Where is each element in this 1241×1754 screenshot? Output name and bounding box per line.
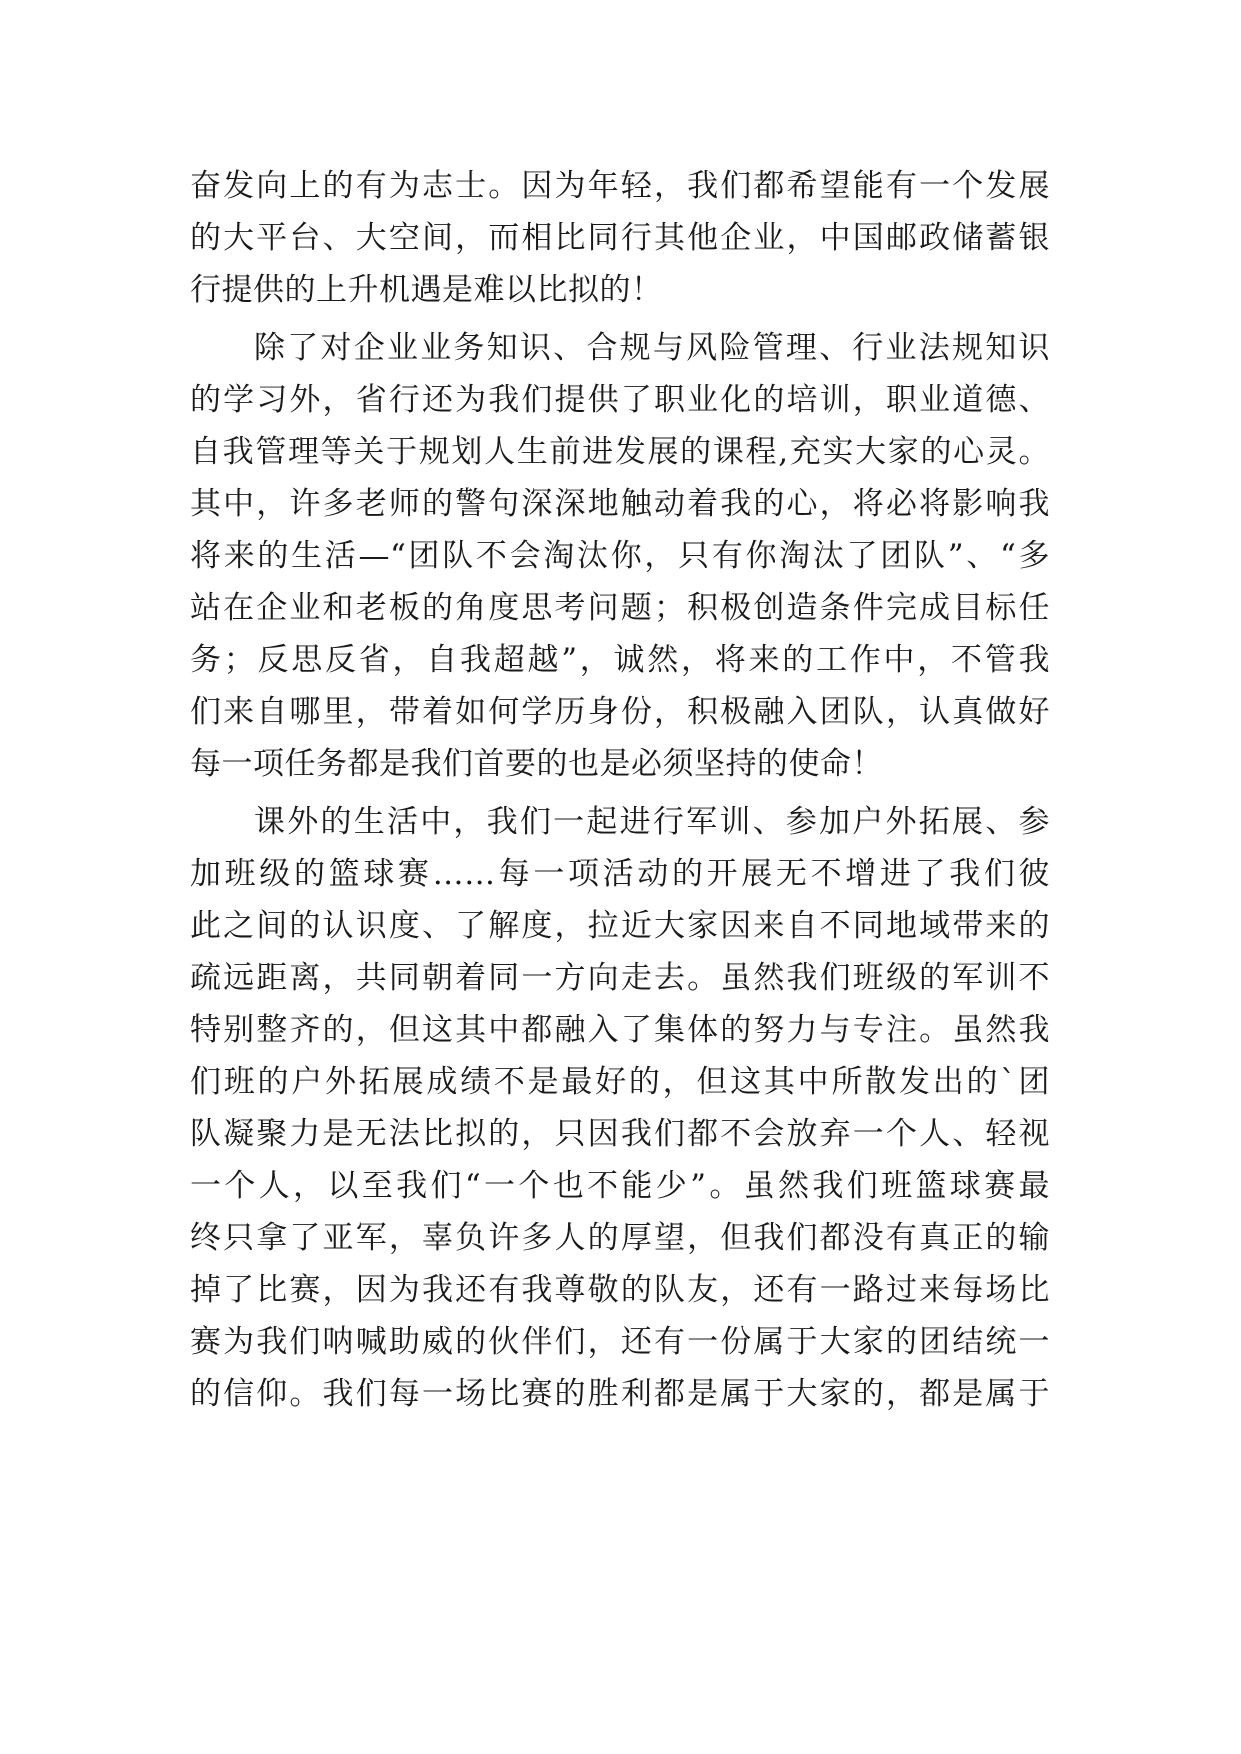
text-line: 们班的户外拓展成绩不是最好的，但这其中所散发出的`团 [190,1064,1050,1100]
text-line: 除了对企业业务知识、合规与风险管理、行业法规知识 [254,330,1050,366]
text-line: 一个人，以至我们“一个也不能少”。虽然我们班篮球赛最 [190,1168,1050,1204]
text-line: 的信仰。我们每一场比赛的胜利都是属于大家的，都是属于 [190,1376,1050,1412]
text-line: 掉了比赛，因为我还有我尊敬的队友，还有一路过来每场比 [190,1272,1050,1308]
text-line: 奋发向上的有为志士。因为年轻，我们都希望能有一个发展 [190,168,1050,204]
paragraph-2 [190,322,1050,790]
text-line: 其中，许多老师的警句深深地触动着我的心，将必将影响我 [190,486,1050,522]
text-line: 站在企业和老板的角度思考问题；积极创造条件完成目标任 [190,590,1050,626]
paragraph-3 [190,796,1050,1420]
text-line: 赛为我们呐喊助威的伙伴们，还有一份属于大家的团结统一 [190,1324,1050,1360]
document-body [190,160,1050,1420]
text-line: 加班级的篮球赛……每一项活动的开展无不增进了我们彼 [190,856,1050,892]
text-line: 行提供的上升机遇是难以比拟的！ [190,272,663,308]
text-line: 的学习外，省行还为我们提供了职业化的培训，职业道德、 [190,382,1050,418]
text-line: 的大平台、大空间，而相比同行其他企业，中国邮政储蓄银 [190,220,1050,256]
text-line: 此之间的认识度、了解度，拉近大家因来自不同地域带来的 [190,908,1050,944]
paragraph-1 [190,160,1050,316]
text-line: 终只拿了亚军，辜负许多人的厚望，但我们都没有真正的输 [190,1220,1050,1256]
text-line: 们来自哪里，带着如何学历身份，积极融入团队，认真做好 [190,694,1050,730]
text-line: 务；反思反省，自我超越”，诚然，将来的工作中，不管我 [190,642,1050,678]
text-line: 疏远距离，共同朝着同一方向走去。虽然我们班级的军训不 [190,960,1050,996]
text-line: 特别整齐的，但这其中都融入了集体的努力与专注。虽然我 [190,1012,1050,1048]
text-line: 队凝聚力是无法比拟的，只因我们都不会放弃一个人、轻视 [190,1116,1050,1152]
text-line: 每一项任务都是我们首要的也是必须坚持的使命！ [190,746,883,782]
text-line: 自我管理等关于规划人生前进发展的课程,充实大家的心灵。 [190,434,1050,470]
text-line: 课外的生活中，我们一起进行军训、参加户外拓展、参 [254,804,1050,840]
text-line: 将来的生活—“团队不会淘汰你，只有你淘汰了团队”、“多 [190,538,1050,574]
